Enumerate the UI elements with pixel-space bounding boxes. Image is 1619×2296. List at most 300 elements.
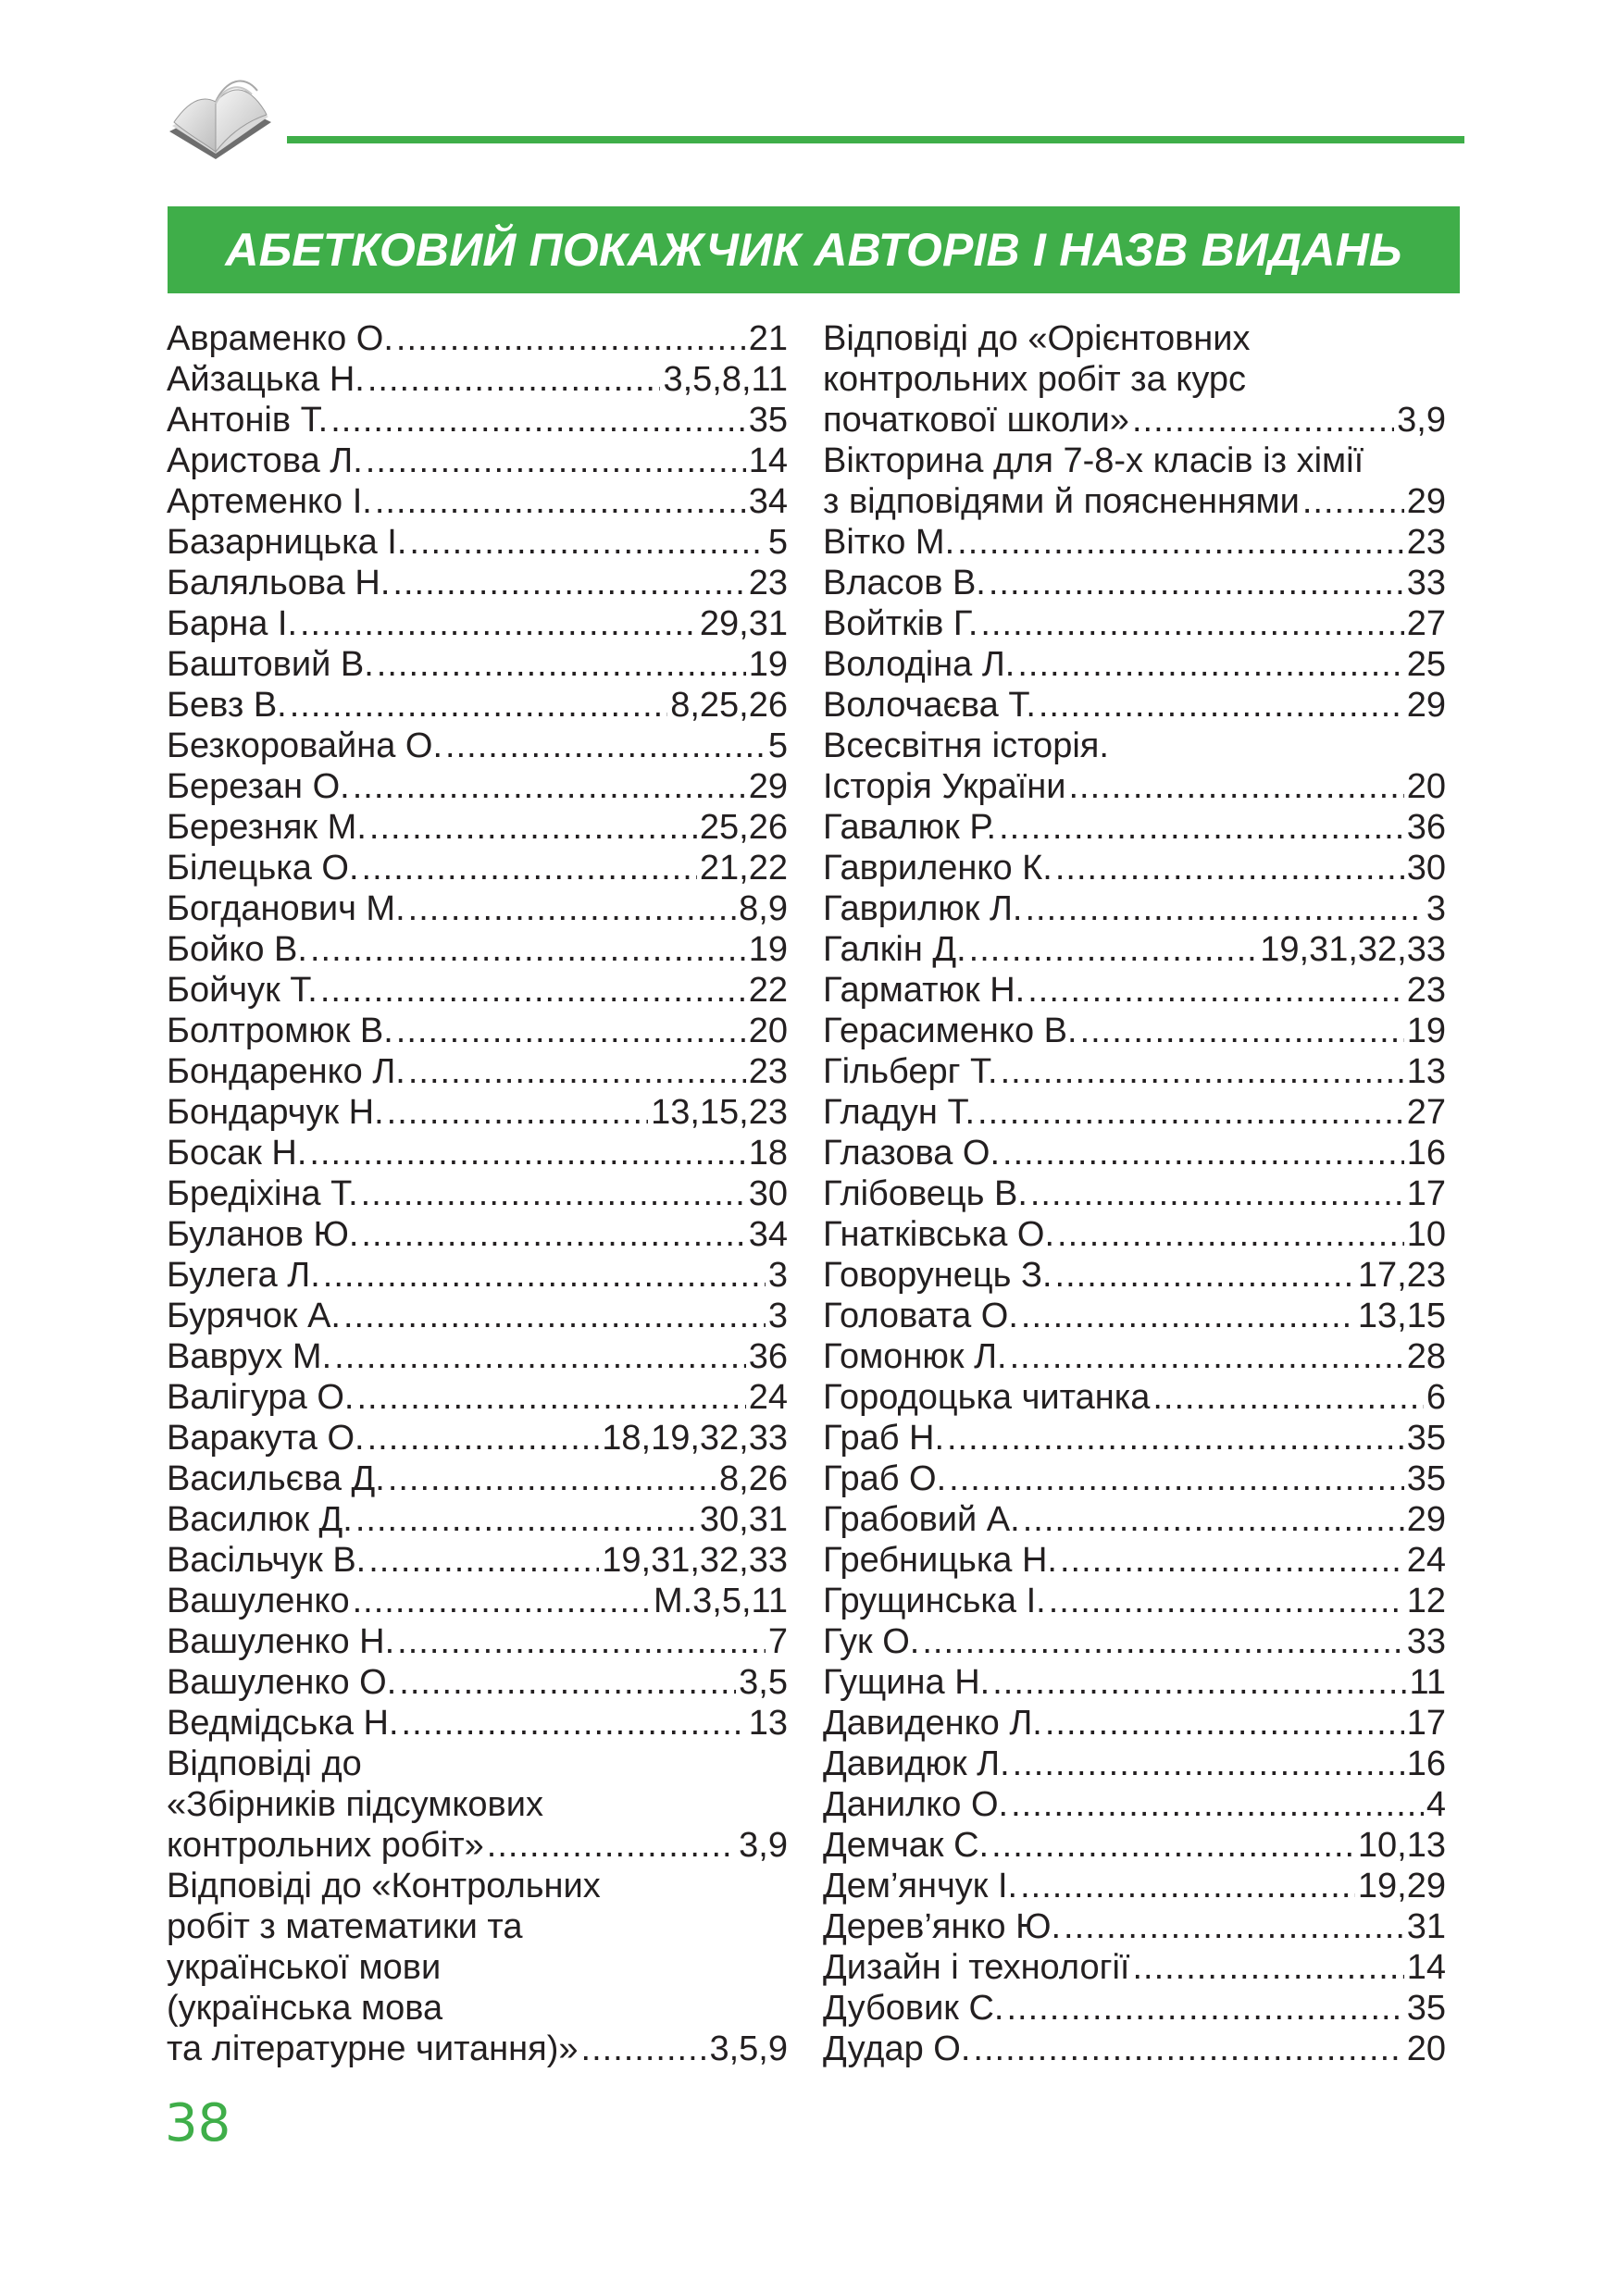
entry-name: Давидюк Л. [823,1744,1010,1783]
index-entry [167,1947,788,1988]
index-entry [167,1703,788,1744]
entry-pages: 19,31,32,33 [1260,930,1446,969]
entry-name: Гущина Н. [823,1663,990,1702]
entry-pages: 29 [1406,482,1446,521]
index-entry [167,807,788,848]
entry-name: Галкін Д. [823,930,966,969]
entry-name: Дизайн і технології [823,1948,1130,1987]
entry-name: Гільберг Т. [823,1052,998,1091]
dot-leader [397,1621,766,1662]
dot-leader [392,563,745,603]
entry-name: Гнатківська О. [823,1215,1055,1254]
dot-leader [1021,1296,1355,1336]
entry-name: Відповіді до «Орієнтовних [823,319,1251,358]
dot-leader [388,1458,716,1499]
entry-pages: 29 [1406,1500,1446,1539]
entry-name: Дубовик С. [823,1989,1004,2028]
entry-pages: 24 [1406,1541,1446,1580]
entry-pages: 13,15,23 [651,1093,788,1132]
dot-leader [989,563,1404,603]
entry-name: Ведмідська Н. [167,1704,399,1743]
dot-leader [356,1377,745,1418]
index-entry [823,1703,1446,1744]
index-entry [167,522,788,563]
page-number: 38 [165,2093,231,2153]
dot-leader [1068,766,1403,807]
index-entry [167,1581,788,1621]
dot-leader [1003,1133,1404,1173]
entry-name: Бевз В. [167,686,287,725]
entry-name: Гребницька Н. [823,1541,1057,1580]
entry-pages: 5 [767,523,788,562]
entry-pages: 10 [1406,1215,1446,1254]
entry-name: Березан О. [167,767,350,806]
dot-leader [408,1051,746,1092]
entry-name: Дерев’янко Ю. [823,1907,1062,1946]
entry-name: Гавриленко К. [823,849,1052,887]
entry-pages: 35 [1406,1419,1446,1458]
dot-leader [368,1540,599,1581]
dot-leader [978,1092,1404,1133]
entry-pages: 23 [748,1052,788,1091]
entry-name: Говорунець З. [823,1256,1052,1295]
dot-leader [922,1621,1403,1662]
index-entry [823,1581,1446,1621]
entry-pages: 24 [748,1378,788,1417]
dot-leader [334,1336,746,1377]
index-entry [823,1336,1446,1377]
entry-name: Граб О. [823,1459,947,1498]
index-entry [823,359,1446,400]
entry-pages: 23 [1406,971,1446,1010]
entry-name: Бурячок А. [167,1297,341,1335]
index-entry [823,1458,1446,1499]
dot-leader [947,1418,1404,1458]
index-entry [823,1621,1446,1662]
entry-pages: 27 [1406,1093,1446,1132]
dot-leader [1132,1947,1403,1988]
entry-name: початкової школи» [823,401,1129,440]
entry-name: Володіна Л. [823,645,1015,684]
entry-name: Аристова Л. [167,441,363,480]
entry-pages: 23 [748,564,788,602]
dot-leader [323,1255,766,1296]
dot-leader [361,1214,745,1255]
dot-leader [487,1825,736,1866]
dot-leader [399,1662,736,1703]
entry-pages: 16 [1406,1134,1446,1173]
index-entry [823,1744,1446,1784]
dot-leader [1027,970,1403,1011]
index-entry [167,1092,788,1133]
dot-leader [362,848,697,888]
entry-pages: 3,9 [1397,401,1446,440]
entry-pages: 20 [1406,767,1446,806]
entry-name: Власов В. [823,564,986,602]
dot-leader [1001,1051,1404,1092]
entry-pages: 19 [1406,1011,1446,1050]
entry-name: Гладун Т. [823,1093,976,1132]
dot-leader [1030,1173,1404,1214]
dot-leader [369,807,697,848]
index-entry [167,2029,788,2069]
dot-leader [1060,1540,1404,1581]
dot-leader [1039,685,1404,726]
entry-name: Відповіді до [167,1744,362,1783]
entry-pages: 19 [748,645,788,684]
dot-leader [396,1011,746,1051]
entry-name: Антонів Т. [167,401,329,440]
entry-name: Барна І. [167,604,297,643]
entry-name: Артеменко І. [167,482,372,521]
entry-pages: 19,31,32,33 [602,1541,788,1580]
entry-name: Ваврух М. [167,1337,332,1376]
entry-pages: 3,9 [739,1826,788,1865]
entry-pages: М.3,5,11 [653,1582,788,1620]
index-entry [823,522,1446,563]
entry-pages: 12 [1406,1582,1446,1620]
index-entry [823,1296,1446,1336]
index-entry [823,1418,1446,1458]
entry-name: Всесвітня історія. [823,726,1109,765]
entry-pages: 21,22 [699,849,788,887]
dot-leader [1007,1988,1404,2029]
entry-pages: 3,5,9 [709,2029,788,2068]
entry-name: Граб Н. [823,1419,945,1458]
index-entry [167,726,788,766]
dot-leader [343,1296,766,1336]
entry-name: Данилко О. [823,1785,1009,1824]
entry-name: Бондаренко Л. [167,1052,405,1091]
index-entry [167,1988,788,2029]
entry-name: Вашуленко [167,1582,350,1620]
entry-pages: 36 [748,1337,788,1376]
index-entry [823,685,1446,726]
entry-pages: 18,19,32,33 [602,1419,788,1458]
dot-leader [1023,1499,1404,1540]
dot-leader [949,1458,1404,1499]
dot-leader [1055,1255,1355,1296]
index-entry [167,1336,788,1377]
entry-pages: 22 [748,971,788,1010]
dot-leader [353,1581,651,1621]
dot-leader [309,1133,745,1173]
entry-pages: 31 [1406,1907,1446,1946]
index-entry [167,318,788,359]
entry-name: Бойчук Т. [167,971,318,1010]
index-entry [167,685,788,726]
dot-leader [445,726,766,766]
entry-name: Головата О. [823,1297,1018,1335]
entry-name: української мови [167,1948,442,1987]
dot-leader [1057,1214,1404,1255]
index-entry [823,970,1446,1011]
index-entry [167,603,788,644]
entry-pages: 25,26 [699,808,788,847]
index-entry [167,1906,788,1947]
dot-leader [1132,400,1394,441]
index-entry [823,1173,1446,1214]
index-entry [167,644,788,685]
dot-leader [1013,1744,1404,1784]
entry-pages: 17 [1406,1704,1446,1743]
dot-leader [1025,888,1423,929]
entry-name: Глібовець В. [823,1174,1027,1213]
index-entry [167,1255,788,1296]
entry-name: Гавалюк Р. [823,808,997,847]
index-entry [167,359,788,400]
entry-pages: 25 [1406,645,1446,684]
entry-name: Булега Л. [167,1256,320,1295]
entry-name: Демчак С. [823,1826,990,1865]
entry-name: з відповідями й поясненнями [823,482,1300,521]
dot-leader [409,522,765,563]
index-entry [167,1214,788,1255]
entry-pages: 16 [1406,1744,1446,1783]
entry-pages: 35 [1406,1459,1446,1498]
dot-leader [1064,1906,1404,1947]
dot-leader [1017,644,1403,685]
index-entry [167,1133,788,1173]
dot-leader [320,970,746,1011]
index-entry [167,1173,788,1214]
index-column-left [167,318,788,2069]
index-entry [823,1906,1446,1947]
entry-name: Бредіхіна Т. [167,1174,358,1213]
page-title: АБЕТКОВИЙ ПОКАЖЧИК АВТОРІВ І НАЗВ ВИДАНЬ [225,224,1402,276]
entry-pages: 11 [1409,1663,1446,1702]
entry-pages: 27 [1406,604,1446,643]
entry-pages: 10,13 [1357,1826,1446,1865]
entry-name: Гомонюк Л. [823,1337,1007,1376]
index-entry [823,888,1446,929]
index-entry [823,563,1446,603]
dot-leader [375,481,746,522]
index-entry [823,1825,1446,1866]
entry-name: контрольних робіт» [167,1826,484,1865]
entry-name: робіт з математики та [167,1907,523,1946]
dot-leader [396,318,746,359]
entry-name: Бондарчук Н. [167,1093,384,1132]
index-entry [167,1744,788,1784]
open-book-icon [165,74,276,167]
index-entry [823,2029,1446,2069]
dot-leader [1055,848,1404,888]
entry-pages: 20 [1406,2029,1446,2068]
entry-name: Варакута О. [167,1419,365,1458]
index-entry [167,1296,788,1336]
dot-leader [1011,1784,1424,1825]
index-entry [823,603,1446,644]
index-entry [823,1214,1446,1255]
index-entry [167,563,788,603]
index-entry [167,1458,788,1499]
entry-name: Баляльова Н. [167,564,391,602]
entry-pages: 14 [1406,1948,1446,1987]
dot-leader [408,888,737,929]
title-banner [168,206,1460,293]
entry-pages: 3 [767,1256,788,1295]
dot-leader [402,1703,746,1744]
entry-pages: 23 [1406,523,1446,562]
index-entry [167,1540,788,1581]
dot-leader [330,400,746,441]
entry-name: Герасименко В. [823,1011,1077,1050]
entry-pages: 8,26 [719,1459,788,1498]
entry-name: Історія України [823,767,1066,806]
entry-name: Дем’янчук І. [823,1867,1018,1905]
entry-pages: 13,15 [1357,1297,1446,1335]
entry-pages: 30,31 [699,1500,788,1539]
entry-name: Грущинська І. [823,1582,1046,1620]
entry-pages: 34 [748,482,788,521]
entry-pages: 29 [1406,686,1446,725]
index-entry [823,1866,1446,1906]
entry-pages: 18 [748,1134,788,1173]
index-entry [823,1988,1446,2029]
entry-name: Грабовий А. [823,1500,1020,1539]
dot-leader [1049,1581,1404,1621]
entry-pages: 3,5 [739,1663,788,1702]
entry-pages: 3 [767,1297,788,1335]
entry-name: Вікторина для 7-8-х класів із хімії [823,441,1364,480]
index-entry [823,441,1446,481]
entry-name: Глазова О. [823,1134,1001,1173]
dot-leader [999,807,1404,848]
dot-leader [1020,1866,1355,1906]
index-entry [167,1662,788,1703]
index-entry [167,1011,788,1051]
entry-pages: 13 [748,1704,788,1743]
entry-pages: 5 [767,726,788,765]
index-entry [823,318,1446,359]
index-entry [823,1133,1446,1173]
index-entry [823,481,1446,522]
entry-pages: 7 [767,1622,788,1661]
dot-leader [353,766,746,807]
index-column-right [823,318,1446,2069]
entry-name: Дудар О. [823,2029,971,2068]
entry-pages: 33 [1406,1622,1446,1661]
index-entry [167,1418,788,1458]
entry-name: Вашуленко О. [167,1663,397,1702]
index-entry [167,888,788,929]
dot-leader [377,644,746,685]
index-entry [823,1947,1446,1988]
index-entry [823,1540,1446,1581]
entry-name: Волочаєва Т. [823,686,1036,725]
entry-pages: 35 [1406,1989,1446,2028]
dot-leader [366,441,746,481]
entry-pages: 4 [1426,1785,1446,1824]
index-entry [823,929,1446,970]
entry-pages: 3 [1426,889,1446,928]
index-entry [167,929,788,970]
index-entry [167,848,788,888]
dot-leader [973,2029,1403,2069]
top-divider [287,136,1464,143]
index-entry [167,766,788,807]
entry-pages: 30 [748,1174,788,1213]
entry-name: Валігура О. [167,1378,355,1417]
dot-leader [1010,1336,1404,1377]
entry-pages: 17,23 [1357,1256,1446,1295]
dot-leader [581,2029,707,2069]
entry-name: Войтків Г. [823,604,978,643]
index-entry [823,1011,1446,1051]
index-entry [823,1377,1446,1418]
index-entry [823,400,1446,441]
dot-leader [980,603,1403,644]
index-entry [167,481,788,522]
dot-leader [1080,1011,1404,1051]
dot-leader [310,929,746,970]
dot-leader [300,603,697,644]
index-entry [823,1255,1446,1296]
index-entry [167,1377,788,1418]
entry-name: Вітко М. [823,523,955,562]
dot-leader [991,1825,1355,1866]
entry-name: Березняк М. [167,808,367,847]
entry-pages: 8,9 [739,889,788,928]
entry-name: Відповіді до «Контрольних [167,1867,601,1905]
entry-name: та літературне читання)» [167,2029,579,2068]
index-entry [167,1825,788,1866]
entry-pages: 3,5,8,11 [663,360,788,399]
entry-name: Вашуленко Н. [167,1622,395,1661]
entry-name: Базарницька І. [167,523,407,562]
entry-pages: 30 [1406,849,1446,887]
entry-name: Гаврилюк Л. [823,889,1023,928]
entry-name: Айзацька Н. [167,360,365,399]
entry-pages: 21 [748,319,788,358]
entry-name: Болтромюк В. [167,1011,393,1050]
index-entry [167,441,788,481]
dot-leader [290,685,667,726]
index-entry [167,400,788,441]
entry-pages: 20 [748,1011,788,1050]
dot-leader [361,1173,746,1214]
entry-name: Давиденко Л. [823,1704,1042,1743]
entry-name: Безкоровайна О. [167,726,443,765]
index-entry [823,726,1446,766]
entry-pages: 6 [1426,1378,1446,1417]
dot-leader [1302,481,1404,522]
index-entry [167,970,788,1011]
entry-name: Васільчук В. [167,1541,367,1580]
entry-pages: 19 [748,930,788,969]
entry-name: Гук О. [823,1622,920,1661]
dot-leader [367,359,661,400]
entry-name: Буланов Ю. [167,1215,359,1254]
entry-name: Богданович М. [167,889,405,928]
entry-name: Авраменко О. [167,319,393,358]
entry-pages: 35 [748,401,788,440]
index-entry [167,1784,788,1825]
entry-pages: 36 [1406,808,1446,847]
entry-name: Бойко В. [167,930,307,969]
entry-name: Васильєва Д. [167,1459,385,1498]
entry-name: Городоцька читанка [823,1378,1151,1417]
entry-pages: 17 [1406,1174,1446,1213]
index-entry [167,1051,788,1092]
entry-name: Білецька О. [167,849,359,887]
index-entry [823,848,1446,888]
index-entry [823,1499,1446,1540]
dot-leader [1152,1377,1424,1418]
entry-pages: 33 [1406,564,1446,602]
entry-name: (українська мова [167,1989,443,2028]
